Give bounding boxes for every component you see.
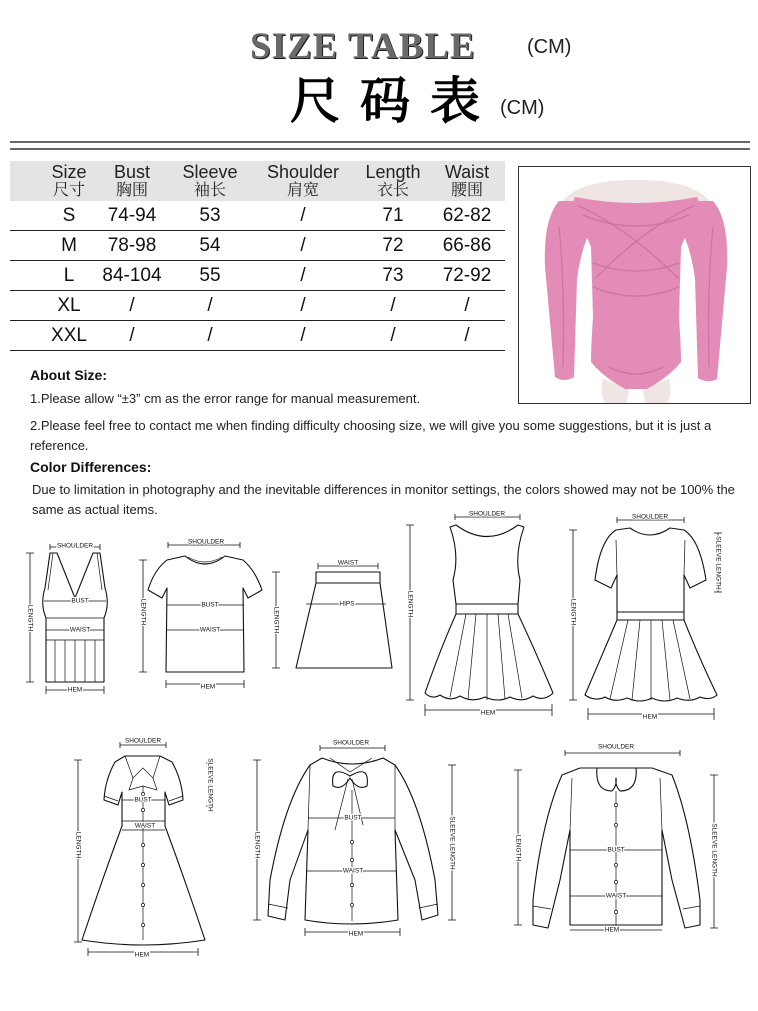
shirt-dress-sleeve-length-label: SLEEVE LENGTH: [206, 758, 214, 812]
header-cell-sleeve: [165, 161, 255, 200]
table-row: [10, 261, 505, 291]
camisole-waist-label: WAIST: [69, 626, 91, 634]
table-cell: XL: [57, 295, 81, 316]
shirt-sleeve-length-label: SLEEVE LENGTH: [710, 823, 718, 877]
short-sleeve-dress-hem-label: HEM: [642, 713, 658, 721]
table-cell: 84-104: [102, 265, 162, 286]
shirt-dress-bust-label: BUST: [134, 796, 152, 804]
tshirt-hem-label: HEM: [200, 683, 216, 691]
header-label-en: Sleeve: [182, 162, 238, 182]
short-sleeve-dress-shoulder-label: SHOULDER: [631, 513, 669, 521]
table-cell: 72: [382, 235, 404, 256]
shirt-bust-label: BUST: [607, 846, 625, 854]
shirt-dress-diagram: [74, 738, 214, 959]
table-row: [10, 231, 505, 261]
header-cell-shoulder: [258, 161, 348, 200]
header-label-en: Length: [365, 162, 421, 182]
short-sleeve-dress-diagram: [569, 514, 722, 721]
table-cell: 53: [199, 205, 221, 226]
table-cell: /: [464, 325, 470, 346]
table-cell: M: [61, 235, 77, 256]
divider-line-top: [10, 141, 750, 143]
sleeveless-dress-length-label: LENGTH: [406, 590, 414, 618]
table-cell: 66-86: [442, 235, 492, 256]
shirt-waist-label: WAIST: [605, 892, 627, 900]
short-sleeve-dress-sleeve-length-label: SLEEVE LENGTH: [714, 536, 722, 590]
about-size-item-1: 1.Please allow “±3” cm as the error range for manual measurement.: [30, 391, 421, 406]
table-cell: /: [207, 325, 213, 346]
size-table-title-cn: 尺码表: [290, 73, 500, 129]
camisole-shoulder-label: SHOULDER: [56, 542, 94, 550]
table-cell: 62-82: [442, 205, 492, 226]
header-label-cn: 衣长: [376, 182, 409, 199]
shirt-dress-outline: [82, 756, 205, 945]
size-table-title-cn-unit: (CM): [500, 97, 545, 119]
table-cell: /: [129, 325, 135, 346]
table-cell: 73: [382, 265, 404, 286]
sleeveless-dress-shoulder-label: SHOULDER: [468, 510, 506, 518]
skirt-waist-label: WAIST: [337, 559, 359, 567]
table-cell: /: [129, 295, 135, 316]
table-cell: 72-92: [442, 265, 492, 286]
shirt-shoulder-label: SHOULDER: [597, 743, 635, 751]
camisole-length-label: LENGTH: [26, 604, 34, 632]
sleeveless-dress-bodice: [450, 525, 524, 604]
about-size-title: About Size:: [30, 367, 107, 383]
table-cell: /: [207, 295, 213, 316]
size-table-title-unit: (CM): [527, 36, 572, 58]
tshirt-waist-label: WAIST: [199, 626, 221, 634]
table-cell: /: [300, 325, 306, 346]
size-table-title: SIZE TABLE: [250, 26, 476, 67]
header-label-cn: 肩宽: [286, 182, 319, 199]
header-label-cn: 胸围: [115, 182, 148, 199]
shirt-dress-shoulder-label: SHOULDER: [124, 737, 162, 745]
camisole-diagram: [26, 543, 107, 695]
header-cell-waist: [422, 161, 512, 200]
skirt-length-label: LENGTH: [272, 606, 280, 634]
bow-blouse-bust-label: BUST: [344, 814, 362, 822]
table-cell: L: [63, 265, 75, 286]
shirt-diagram: [514, 744, 718, 934]
table-row: [10, 321, 505, 351]
header-cell-bust: [87, 161, 177, 200]
table-cell: /: [300, 205, 306, 226]
table-cell: /: [300, 235, 306, 256]
table-cell: /: [390, 295, 396, 316]
header-label-en: Bust: [113, 162, 151, 182]
product-photo: [518, 166, 751, 404]
header-label-cn: 腰围: [450, 182, 483, 199]
bow-blouse-diagram: [253, 740, 456, 938]
size-table: [10, 161, 505, 351]
header-label-en: Size: [51, 162, 87, 182]
shirt-length-label: LENGTH: [514, 834, 522, 862]
header-label-en: Waist: [444, 162, 490, 182]
bodysuit-illustration: [519, 167, 750, 403]
size-table-header: [10, 161, 505, 201]
table-cell: 71: [382, 205, 404, 226]
tshirt-diagram: [139, 539, 262, 691]
table-row: [10, 201, 505, 231]
skirt-waistband: [316, 572, 380, 583]
camisole-hem-label: HEM: [67, 686, 83, 694]
skirt-hips-label: HIPS: [339, 600, 355, 608]
measurement-diagrams: [0, 505, 758, 1005]
shirt-dress-hem-label: HEM: [134, 951, 150, 959]
table-cell: /: [300, 265, 306, 286]
table-cell: /: [300, 295, 306, 316]
tshirt-bust-label: BUST: [201, 601, 219, 609]
header-label-en: Shoulder: [266, 162, 340, 182]
sleeveless-dress-hem-label: HEM: [480, 709, 496, 717]
tshirt-length-label: LENGTH: [139, 598, 147, 626]
table-cell: 55: [199, 265, 221, 286]
color-differences-title: Color Differences:: [30, 459, 152, 475]
table-cell: /: [390, 325, 396, 346]
tshirt-outline: [148, 556, 262, 672]
bow-blouse-length-label: LENGTH: [253, 831, 261, 859]
table-cell: 74-94: [107, 205, 157, 226]
bow-blouse-sleeve-length-label: SLEEVE LENGTH: [448, 816, 456, 870]
table-cell: 54: [199, 235, 221, 256]
about-size-item-2: 2.Please feel free to contact me when finding difficulty choosing size, we will give you some suggestions, but it is just a reference.: [30, 418, 712, 453]
short-sleeve-dress-waistband: [617, 612, 684, 620]
tshirt-shoulder-label: SHOULDER: [187, 538, 225, 546]
shirt-dress-length-label: LENGTH: [74, 831, 82, 859]
skirt-diagram: [272, 560, 392, 669]
table-cell: XXL: [51, 325, 87, 346]
skirt-outline: [296, 583, 392, 668]
short-sleeve-dress-bodice: [595, 528, 706, 612]
bow-blouse-shoulder-label: SHOULDER: [332, 739, 370, 747]
header-label-cn: 尺寸: [52, 182, 85, 199]
sleeveless-dress-diagram: [406, 511, 553, 717]
table-cell: S: [62, 205, 76, 226]
bow-blouse-waist-label: WAIST: [342, 867, 364, 875]
table-cell: 78-98: [107, 235, 157, 256]
bow-blouse-hem-label: HEM: [348, 930, 364, 938]
table-row: [10, 291, 505, 321]
color-differences-text: Due to limitation in photography and the inevitable differences in monitor settings, the colors showed may not be 100% the same as actual items.: [32, 482, 735, 517]
sleeveless-dress-skirt: [425, 614, 553, 700]
shirt-shoulder-line: [565, 750, 680, 756]
table-cell: /: [464, 295, 470, 316]
shirt-hem-label: HEM: [604, 926, 620, 934]
shirt-dress-waist-label: WAIST: [134, 822, 156, 830]
camisole-bust-label: BUST: [71, 597, 89, 605]
short-sleeve-dress-length-label: LENGTH: [569, 598, 577, 626]
header-label-cn: 袖长: [193, 182, 226, 199]
divider-line-bottom: [10, 148, 750, 150]
sleeveless-dress-waistband: [456, 604, 518, 614]
